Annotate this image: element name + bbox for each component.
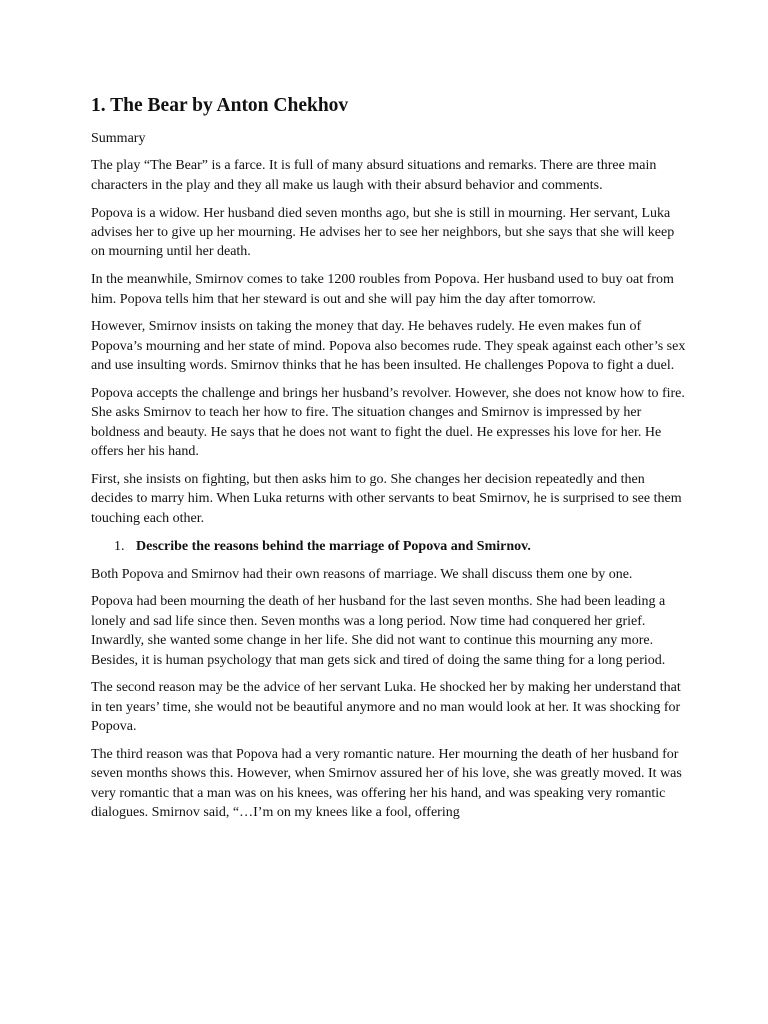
summary-paragraph-1: The play “The Bear” is a farce. It is full of many absurd situations and remarks. There are three main characters in the play and they all make us laugh with their absurd behavior and comments.	[91, 158, 657, 193]
summary-paragraph-3: In the meanwhile, Smirnov comes to take 1200 roubles from Popova. Her husband used to buy oat from him. Popova tells him that her steward is out and she will pay him the day after tomorrow.	[91, 272, 674, 307]
summary-paragraph-4: However, Smirnov insists on taking the money that day. He behaves rudely. He even makes fun of Popova’s mourning and her state of mind. Popova also becomes rude. They speak against each other’s sex and use insulting words. Smirnov thinks that he has been insulted. He challenges Popova to fight a duel.	[91, 319, 686, 374]
answer-paragraph-1: Both Popova and Smirnov had their own reasons of marriage. We shall discuss them one by one.	[91, 566, 633, 582]
document-title: 1. The Bear by Anton Chekhov	[91, 95, 349, 116]
summary-paragraph-2: Popova is a widow. Her husband died seven months ago, but she is still in mourning. Her servant, Luka advises her to give up her mourning. He advises her to see her neighbors, but she says that she will keep on mourning until her death.	[91, 205, 675, 260]
question-item	[91, 537, 686, 556]
summary-paragraph-6: First, she insists on fighting, but then asks him to go. She changes her decision repeatedly and then decides to marry him. When Luka returns with other servants to beat Smirnov, he is surprised to see them touching each other.	[91, 472, 682, 526]
section-heading: Summary	[91, 131, 146, 146]
document-page	[91, 94, 686, 831]
question-number: 1.	[114, 538, 125, 554]
answer-paragraph-2: Popova had been mourning the death of her husband for the last seven months. She had been leading a lonely and sad life since then. Seven months was a long period. Now time had conquered her grief. Inwardly, she wanted some change in her life. She did not want to continue this mourning any more. Besides, it is human psychology that man gets sick and tired of doing the same thing for a long period.	[91, 594, 666, 668]
question-text: Describe the reasons behind the marriage of Popova and Smirnov.	[136, 538, 531, 554]
answer-paragraph-4: The third reason was that Popova had a very romantic nature. Her mourning the death of her husband for seven months shows this. However, when Smirnov assured her of his love, she was greatly moved. It was very romantic that a man was on his knees, was offering her his hand, and was speaking very romantic dialogues. Smirnov said, “…I’m on my knees like a fool, offering	[91, 747, 682, 821]
summary-paragraph-5: Popova accepts the challenge and brings her husband’s revolver. However, she does not know how to fire. She asks Smirnov to teach her how to fire. The situation changes and Smirnov is impressed by her boldness and beauty. He says that he does not want to fight the duel. He expresses his love for her. He offers her his hand.	[91, 386, 685, 460]
answer-paragraph-3: The second reason may be the advice of her servant Luka. He shocked her by making her understand that in ten years’ time, she would not be beautiful anymore and no man would look at her. It was shocking for Popova.	[91, 680, 681, 735]
